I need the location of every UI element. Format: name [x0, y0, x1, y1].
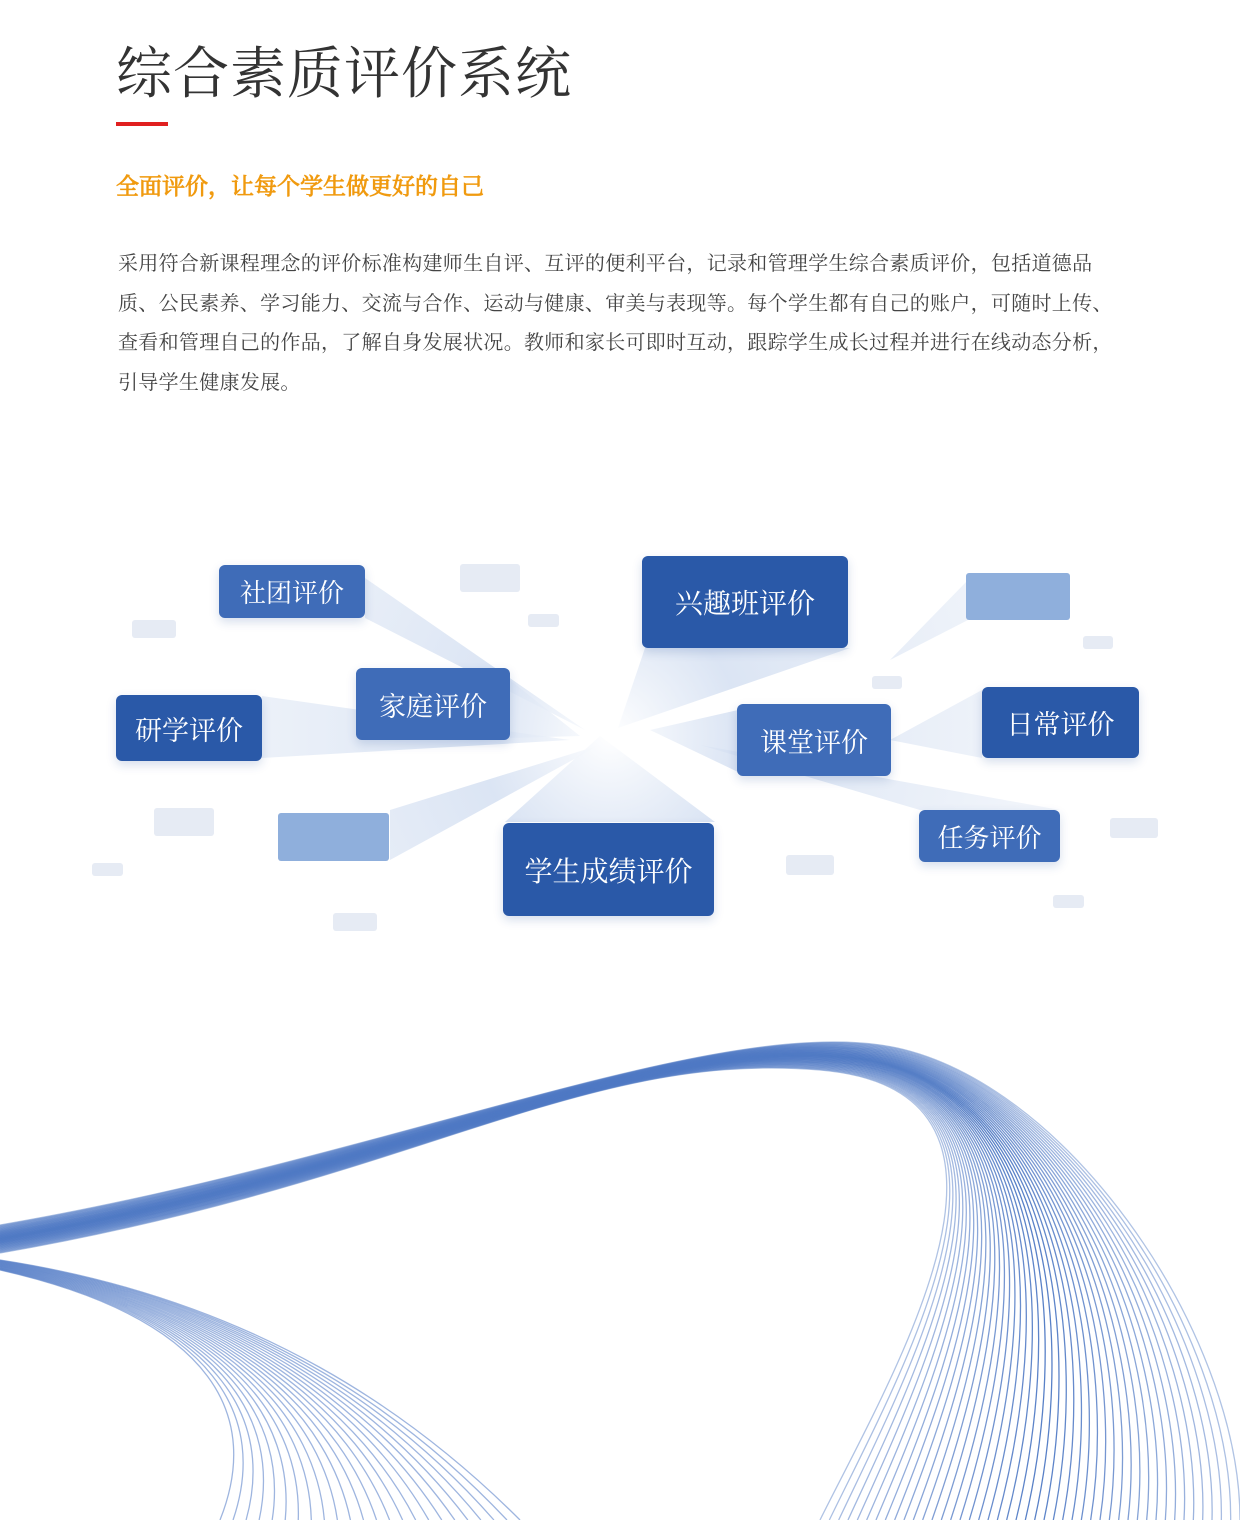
- decor-block: [333, 913, 377, 931]
- decor-block: [1083, 636, 1113, 649]
- wave-line: [0, 1263, 442, 1520]
- ray-family: [510, 680, 580, 738]
- decor-block: [1053, 895, 1084, 908]
- tag-task-evaluation: 任务评价: [919, 810, 1060, 862]
- wave-line: [0, 1064, 970, 1520]
- wave-line: [0, 1042, 1240, 1520]
- wave-line: [0, 1054, 1066, 1520]
- wave-line: [0, 1270, 234, 1520]
- wave-line: [0, 1063, 978, 1520]
- wave-line: [0, 1064, 966, 1520]
- system-description: 采用符合新课程理念的评价标准构建师生自评、互评的便利平台，记录和管理学生综合素质评价，包括道德品质、公民素养、学习能力、交流与合作、运动与健康、审美与表现等。每个学生都有自己的账户，可随时上传、查看和管理自己的作品，了解自身发展状况。教师和家长可即时互动，跟踪学生成长过程并进行在线动态分析，引导学生健康发展。: [118, 251, 1113, 394]
- page-title: 综合素质评价系统: [116, 42, 572, 107]
- wave-line: [0, 1264, 390, 1520]
- ray-classroom: [650, 710, 738, 772]
- decor-block: [92, 863, 123, 876]
- wave-line: [0, 1048, 1149, 1520]
- decor-block: [528, 614, 559, 627]
- decor-block: [872, 676, 902, 689]
- wave-line: [0, 1265, 377, 1520]
- decor-block: [1110, 818, 1158, 838]
- wave-line: [0, 1047, 1166, 1520]
- tag-club-evaluation: 社团评价: [219, 565, 365, 618]
- tag-interest-class-evaluation: 兴趣班评价: [642, 556, 848, 648]
- wave-line: [0, 1059, 1004, 1520]
- tag-study-tour-evaluation: 研学评价: [116, 695, 262, 761]
- tag-student-grades-evaluation: 学生成绩评价: [503, 823, 714, 916]
- decor-block-blue: [278, 813, 389, 861]
- page-subtitle: 全面评价，让每个学生做更好的自己: [116, 174, 484, 200]
- ray-daily: [890, 690, 982, 758]
- tag-classroom-evaluation: 课堂评价: [737, 704, 891, 776]
- tag-daily-evaluation: 日常评价: [982, 687, 1139, 758]
- wave-line: [0, 1265, 363, 1520]
- wave-line: [0, 1263, 429, 1520]
- wave-line: [0, 1060, 995, 1520]
- decor-block: [460, 564, 520, 592]
- wave-line: [0, 1052, 1089, 1520]
- wave-line: [0, 1060, 1000, 1520]
- wave-line: [0, 1058, 1015, 1520]
- wave-line: [0, 1056, 1039, 1520]
- wave-line: [0, 1055, 1052, 1520]
- wave-line: [0, 1262, 468, 1520]
- wave-line: [0, 1063, 974, 1520]
- tag-family-evaluation: 家庭评价: [356, 668, 510, 740]
- decor-block: [154, 808, 214, 836]
- decorative-wave-lines: [0, 1000, 1240, 1520]
- wave-line: [0, 1058, 1020, 1520]
- wave-line: [0, 1059, 1010, 1520]
- wave-line: [0, 1062, 986, 1520]
- title-accent-bar: [116, 122, 168, 126]
- wave-line: [0, 1262, 455, 1520]
- decor-block: [786, 855, 834, 875]
- wave-line: [0, 1054, 1059, 1520]
- decor-block: [132, 620, 176, 638]
- evaluation-diagram: [0, 540, 1240, 960]
- ray-right-light: [890, 580, 968, 660]
- wave-line: [0, 1056, 1032, 1520]
- wave-line: [0, 1061, 990, 1520]
- wave-line: [0, 1260, 520, 1520]
- wave-line: [0, 1062, 982, 1520]
- wave-line: [0, 1052, 1081, 1520]
- decor-block-blue: [966, 573, 1070, 620]
